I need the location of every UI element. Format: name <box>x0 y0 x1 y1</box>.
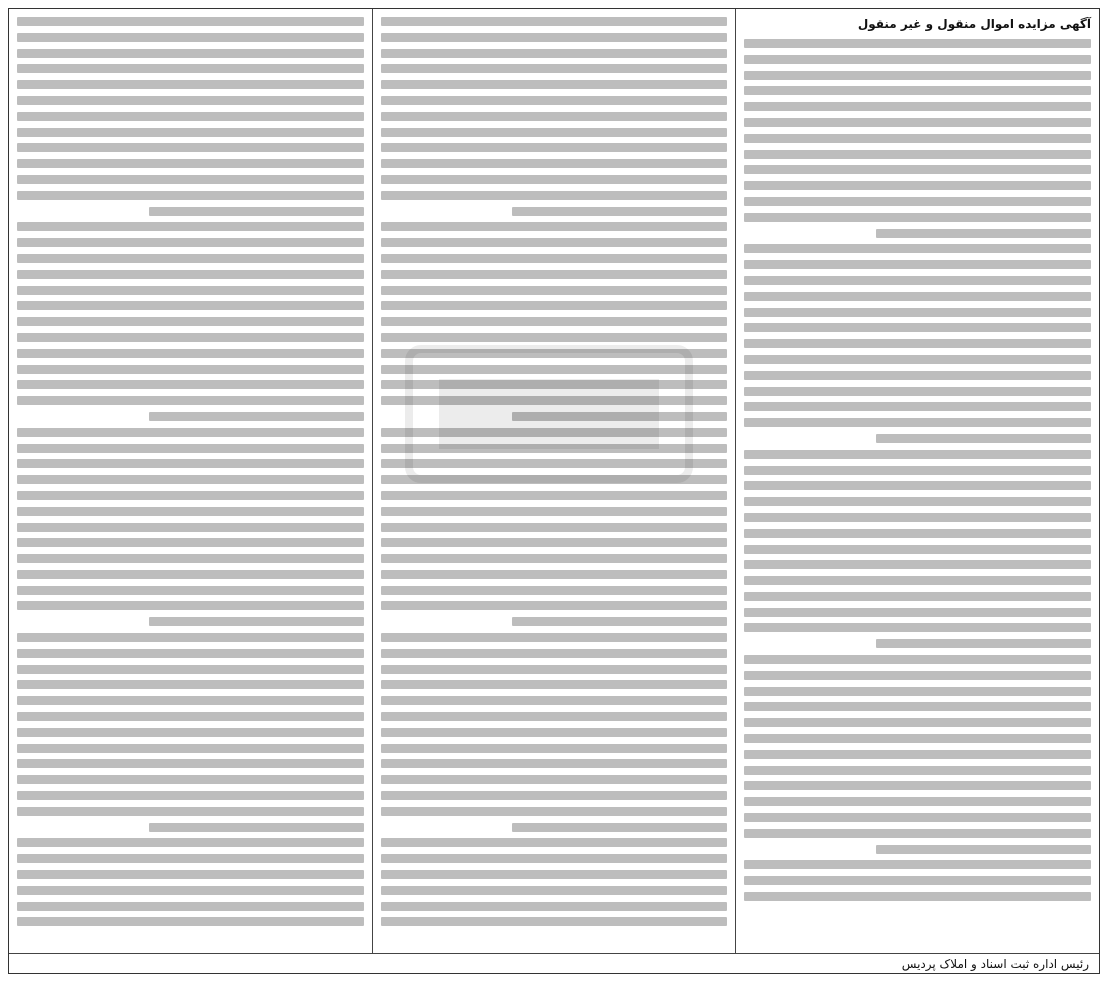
text-line <box>744 623 1091 632</box>
text-line <box>744 276 1091 285</box>
notice-columns <box>9 9 1099 953</box>
text-line <box>17 523 364 532</box>
text-line <box>381 759 728 768</box>
text-line <box>744 323 1091 332</box>
column-right <box>736 9 1099 953</box>
text-line <box>381 175 728 184</box>
text-line <box>149 823 364 832</box>
text-line <box>744 260 1091 269</box>
text-line <box>876 639 1091 648</box>
text-line <box>17 365 364 374</box>
newspaper-notice <box>8 8 1100 974</box>
text-line <box>17 870 364 879</box>
text-line <box>381 143 728 152</box>
notice-opening: آگهی مزایده اموال منقول و غیر منقول <box>857 17 1091 31</box>
text-line <box>744 402 1091 411</box>
text-line <box>17 712 364 721</box>
column-right-text <box>744 37 1091 901</box>
text-line <box>744 102 1091 111</box>
text-line <box>381 459 728 468</box>
text-line <box>381 33 728 42</box>
text-line <box>744 545 1091 554</box>
text-line <box>876 229 1091 238</box>
text-line <box>512 823 727 832</box>
text-line <box>381 49 728 58</box>
text-line <box>17 128 364 137</box>
text-line <box>149 207 364 216</box>
text-line <box>17 854 364 863</box>
text-line <box>17 17 364 26</box>
text-line <box>381 254 728 263</box>
text-line <box>17 917 364 926</box>
text-line <box>17 80 364 89</box>
text-line <box>381 917 728 926</box>
text-line <box>17 680 364 689</box>
text-line <box>512 617 727 626</box>
text-line <box>17 380 364 389</box>
text-line <box>744 829 1091 838</box>
text-line <box>512 412 727 421</box>
text-line <box>381 712 728 721</box>
column-left-text <box>17 15 364 926</box>
text-line <box>381 317 728 326</box>
text-line <box>17 491 364 500</box>
text-line <box>17 33 364 42</box>
text-line <box>381 601 728 610</box>
text-line <box>381 80 728 89</box>
text-line <box>744 702 1091 711</box>
text-line <box>744 750 1091 759</box>
text-line <box>381 791 728 800</box>
text-line <box>17 554 364 563</box>
text-line <box>17 159 364 168</box>
text-line <box>381 554 728 563</box>
text-line <box>512 207 727 216</box>
text-line <box>381 349 728 358</box>
text-line <box>744 892 1091 901</box>
text-line <box>744 497 1091 506</box>
text-line <box>744 450 1091 459</box>
text-line <box>381 191 728 200</box>
footer-signer: رئیس اداره ثبت اسناد و املاک پردیس <box>901 956 1089 971</box>
text-line <box>381 128 728 137</box>
text-line <box>744 718 1091 727</box>
text-line <box>744 355 1091 364</box>
text-line <box>381 222 728 231</box>
text-line <box>17 96 364 105</box>
text-line <box>17 601 364 610</box>
text-line <box>744 592 1091 601</box>
text-line <box>744 39 1091 48</box>
column-middle-text <box>381 15 728 926</box>
text-line <box>17 791 364 800</box>
text-line <box>17 349 364 358</box>
text-line <box>744 860 1091 869</box>
text-line <box>381 807 728 816</box>
text-line <box>744 292 1091 301</box>
text-line <box>381 728 728 737</box>
text-line <box>17 586 364 595</box>
text-line <box>381 365 728 374</box>
text-line <box>744 671 1091 680</box>
text-line <box>17 475 364 484</box>
text-line <box>381 301 728 310</box>
text-line <box>381 428 728 437</box>
text-line <box>744 766 1091 775</box>
text-line <box>381 238 728 247</box>
text-line <box>381 286 728 295</box>
text-line <box>744 134 1091 143</box>
text-line <box>744 529 1091 538</box>
notice-footer <box>9 953 1099 973</box>
text-line <box>744 387 1091 396</box>
text-line <box>381 333 728 342</box>
text-line <box>381 665 728 674</box>
text-line <box>17 396 364 405</box>
text-line <box>744 181 1091 190</box>
text-line <box>17 775 364 784</box>
text-line <box>744 213 1091 222</box>
text-line <box>744 813 1091 822</box>
text-line <box>744 608 1091 617</box>
text-line <box>17 444 364 453</box>
text-line <box>381 586 728 595</box>
text-line <box>17 744 364 753</box>
text-line <box>381 696 728 705</box>
text-line <box>17 49 364 58</box>
text-line <box>17 254 364 263</box>
text-line <box>381 17 728 26</box>
text-line <box>381 570 728 579</box>
text-line <box>381 870 728 879</box>
text-line <box>744 150 1091 159</box>
text-line <box>381 523 728 532</box>
text-line <box>744 71 1091 80</box>
text-line <box>149 412 364 421</box>
text-line <box>381 854 728 863</box>
text-line <box>17 143 364 152</box>
text-line <box>17 175 364 184</box>
text-line <box>744 781 1091 790</box>
text-line <box>381 633 728 642</box>
text-line <box>744 734 1091 743</box>
text-line <box>381 270 728 279</box>
text-line <box>381 444 728 453</box>
text-line <box>17 759 364 768</box>
text-line <box>744 55 1091 64</box>
text-line <box>744 655 1091 664</box>
text-line <box>17 333 364 342</box>
column-left <box>9 9 373 953</box>
text-line <box>744 339 1091 348</box>
text-line <box>17 459 364 468</box>
text-line <box>17 886 364 895</box>
text-line <box>381 744 728 753</box>
text-line <box>149 617 364 626</box>
text-line <box>17 570 364 579</box>
text-line <box>381 159 728 168</box>
text-line <box>17 633 364 642</box>
text-line <box>744 244 1091 253</box>
text-line <box>381 491 728 500</box>
text-line <box>744 481 1091 490</box>
text-line <box>381 680 728 689</box>
text-line <box>17 538 364 547</box>
text-line <box>381 396 728 405</box>
text-line <box>17 270 364 279</box>
text-line <box>876 845 1091 854</box>
text-line <box>17 902 364 911</box>
text-line <box>381 538 728 547</box>
text-line <box>744 371 1091 380</box>
text-line <box>381 507 728 516</box>
text-line <box>17 649 364 658</box>
text-line <box>381 838 728 847</box>
text-line <box>17 191 364 200</box>
text-line <box>744 797 1091 806</box>
text-line <box>17 665 364 674</box>
text-line <box>381 64 728 73</box>
text-line <box>17 301 364 310</box>
text-line <box>876 434 1091 443</box>
text-line <box>744 576 1091 585</box>
text-line <box>17 507 364 516</box>
text-line <box>744 197 1091 206</box>
text-line <box>381 775 728 784</box>
text-line <box>744 560 1091 569</box>
text-line <box>381 380 728 389</box>
text-line <box>381 112 728 121</box>
text-line <box>744 165 1091 174</box>
text-line <box>17 807 364 816</box>
column-middle <box>373 9 737 953</box>
text-line <box>744 86 1091 95</box>
text-line <box>744 876 1091 885</box>
text-line <box>17 112 364 121</box>
text-line <box>17 838 364 847</box>
text-line <box>17 222 364 231</box>
text-line <box>744 118 1091 127</box>
text-line <box>381 649 728 658</box>
text-line <box>17 286 364 295</box>
text-line <box>17 428 364 437</box>
text-line <box>17 696 364 705</box>
text-line <box>17 238 364 247</box>
text-line <box>17 728 364 737</box>
text-line <box>381 96 728 105</box>
text-line <box>17 64 364 73</box>
text-line <box>381 902 728 911</box>
text-line <box>744 308 1091 317</box>
text-line <box>744 418 1091 427</box>
text-line <box>381 475 728 484</box>
text-line <box>744 687 1091 696</box>
text-line <box>381 886 728 895</box>
text-line <box>17 317 364 326</box>
text-line <box>744 466 1091 475</box>
text-line <box>744 513 1091 522</box>
